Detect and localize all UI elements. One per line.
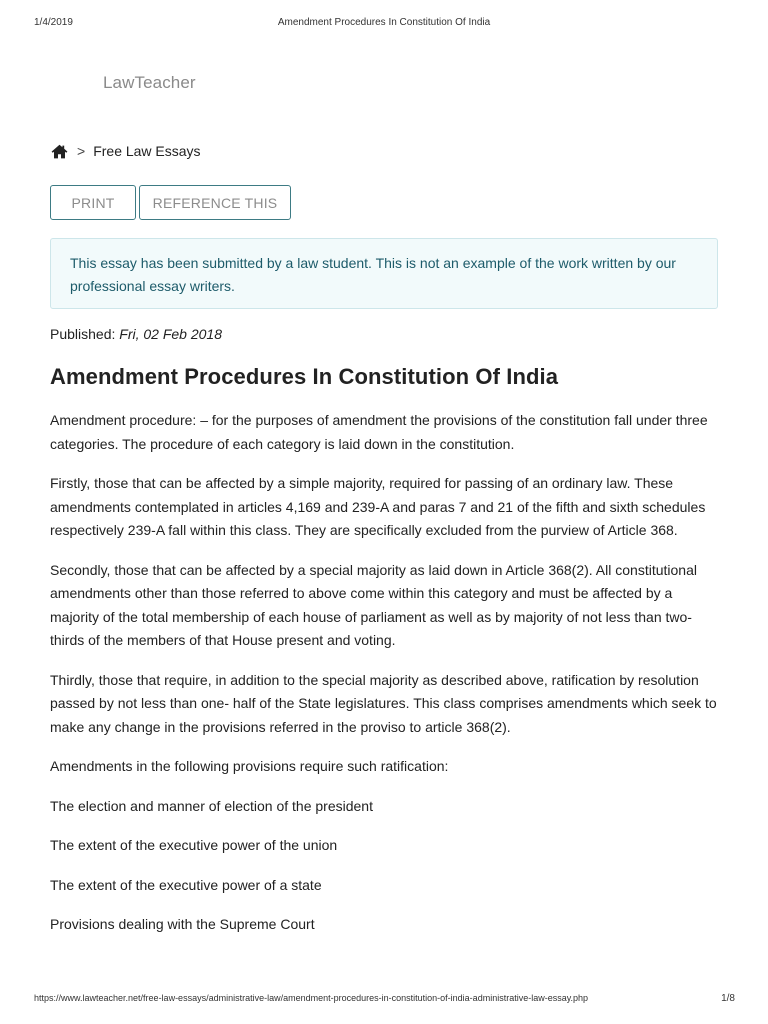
print-footer	[0, 993, 768, 1007]
home-icon[interactable]	[51, 144, 68, 159]
paragraph: Firstly, those that can be affected by a simple majority, required for passing of an ordinary law. These amendments contemplated in articles 4,169 and 239-A and paras 7 and 21 of the fifth and sixth schedules respectively 239-A fall within this class. They are specifically excluded from the purview of Article 368.	[50, 475, 706, 538]
page-number: 1/8	[721, 993, 735, 1004]
paragraph: Amendment procedure: – for the purposes of amendment the provisions of the constitution fall under three categories. The procedure of each category is laid down in the constitution.	[50, 412, 708, 452]
print-url: https://www.lawteacher.net/free-law-essays/administrative-law/amendment-procedures-in-constitution-of-india-administrative-law-essay.php	[34, 993, 589, 1003]
submission-notice: This essay has been submitted by a law student. This is not an example of the work written by our professional essay writers.	[50, 238, 718, 309]
essay-body	[50, 409, 722, 953]
breadcrumb-free-law-essays[interactable]: Free Law Essays	[93, 143, 201, 159]
paragraph: The election and manner of election of the president	[50, 797, 373, 814]
published-label: Published:	[50, 326, 116, 342]
paragraph: Secondly, those that can be affected by a special majority as laid down in Article 368(2). All constitutional amendments other than those referred to above come within this category and must be affected by a majority of the total membership of each house of parliament as well as by majority of not less than two-thirds of the members of that House present and voting.	[50, 561, 697, 648]
published-line	[50, 326, 222, 342]
print-header	[0, 17, 768, 31]
published-date: Fri, 02 Feb 2018	[119, 326, 223, 342]
reference-this-button[interactable]: REFERENCE THIS	[139, 185, 291, 220]
print-page-title: Amendment Procedures In Constitution Of India	[277, 17, 491, 28]
site-logo[interactable]: LawTeacher	[103, 73, 196, 92]
paragraph: The extent of the executive power of a state	[50, 876, 322, 893]
paragraph: Provisions dealing with the Supreme Court	[50, 916, 315, 932]
paragraph: Thirdly, those that require, in addition to the special majority as described above, ratification by resolution passed by not less than one- half of the State legislatures. This class comprises amendments which seek to make any change in the provisions referred in the proviso to article 368(2).	[50, 671, 717, 735]
paragraph: The extent of the executive power of the union	[50, 837, 338, 853]
essay-title: Amendment Procedures In Constitution Of India	[50, 364, 559, 389]
print-date: 1/4/2019	[34, 17, 73, 28]
breadcrumb	[51, 141, 201, 161]
paragraph: Amendments in the following provisions require such ratification:	[50, 758, 449, 774]
breadcrumb-separator: >	[77, 143, 86, 159]
print-button[interactable]: PRINT	[50, 185, 136, 220]
